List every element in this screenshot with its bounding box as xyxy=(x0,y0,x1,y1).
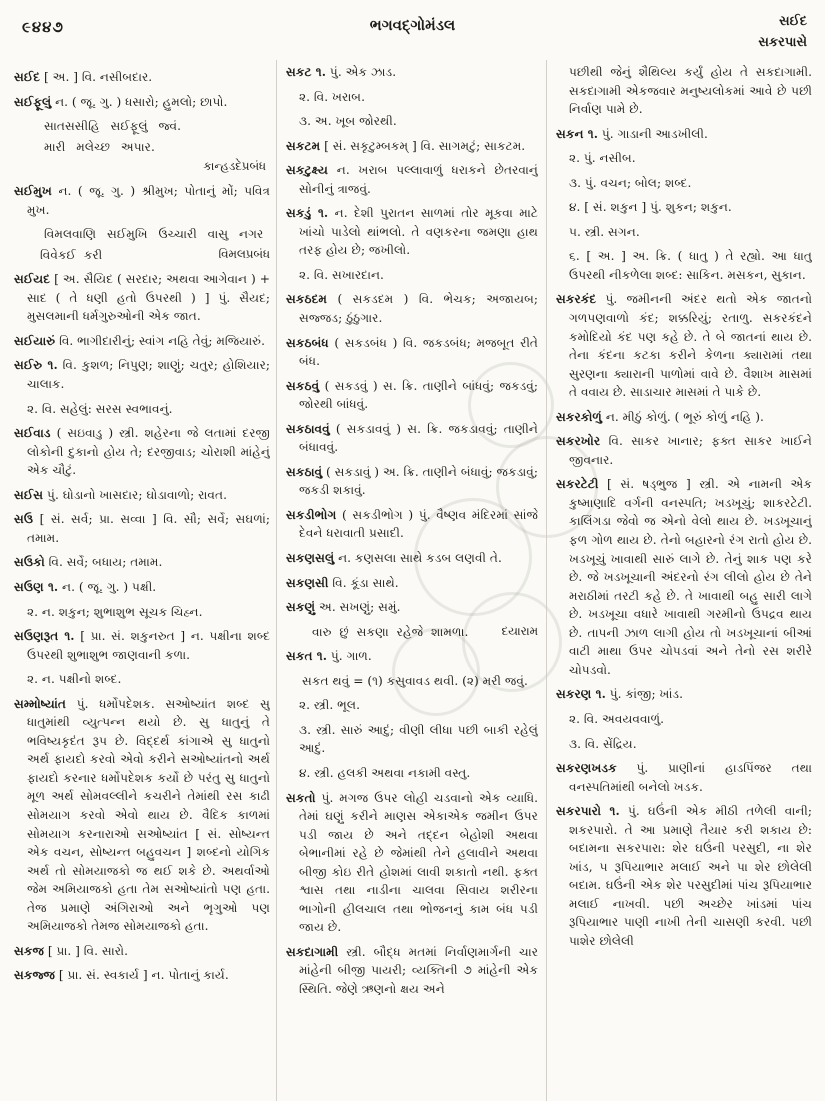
dictionary-column xyxy=(556,57,812,1099)
entry-headword: સકરકોળું xyxy=(556,409,602,424)
dictionary-entry xyxy=(286,161,538,198)
entry-continuation xyxy=(556,63,812,119)
sense-line xyxy=(286,696,538,715)
entry-text: વારુ છું સકણા રહેજે શામળા. xyxy=(312,624,469,639)
entry-headword: સકઠવું xyxy=(286,378,320,393)
entry-headword: સઈયારું xyxy=(14,333,56,348)
entry-headword: સકઠાવવું xyxy=(286,421,330,436)
entry-headword: સકણસી xyxy=(286,575,329,590)
entry-definition: વિ. ભાગીદારીનું; સ્વાંગ નહિ તેવું; મજિયારું. xyxy=(59,333,265,348)
quote-line xyxy=(14,138,270,157)
sense-line xyxy=(556,223,812,242)
entry-definition: અ. સખણું; સમું. xyxy=(318,600,401,615)
entry-headword: સકરખોર xyxy=(556,434,601,449)
entry-definition: વિ. કુશળ; નિપુણ; શાણું; ચતુર; હોશિયાર; ચાલાક. xyxy=(27,358,270,392)
entry-text: ૬. [ અ. ] અ. ક્રિ. ( ધાતુ ) તે રહ્યો. આ ધાતુ ઉપરથી નીકળેલા શબ્દ: સાકિન. મસકન, સુકાન. xyxy=(569,249,812,282)
dictionary-entry xyxy=(14,578,270,597)
entry-text: ૨. ન. પક્ષીનો શબ્દ. xyxy=(27,672,122,687)
dictionary-entry xyxy=(286,334,538,371)
entry-text: કાન્હડદેપ્રબંધ xyxy=(203,159,266,174)
entry-definition: ( સકડીભોગ ) પું. વૈષ્ણવ મંદિરમાં સાંજે દેવને ધરાવાતી પ્રસાદી. xyxy=(299,507,538,541)
guide-word-last: સકરપાસે xyxy=(758,34,807,50)
dictionary-entry xyxy=(14,424,270,480)
sense-line xyxy=(556,174,812,193)
dictionary-entry xyxy=(286,463,538,500)
dictionary-entry xyxy=(286,647,538,666)
entry-text: ૨. પું. નસીબ. xyxy=(569,151,636,166)
dictionary-entry xyxy=(286,204,538,260)
entry-headword: સકદાગામી xyxy=(286,944,339,959)
entry-text: ૨. વિ. સહેલું: સરસ સ્વભાવનું. xyxy=(27,401,173,416)
quote-line xyxy=(14,246,270,265)
entry-definition: ( સકડવું ) સ. ક્રિ. તાણીને બાંધવું; જકડવું; જોરથી બાંધવું. xyxy=(299,378,538,412)
dictionary-entry xyxy=(14,695,270,936)
dictionary-entry xyxy=(14,332,270,351)
entry-headword: સઈફૂલું xyxy=(14,94,52,109)
page-title: ભગવદ્ગોમંડલ xyxy=(369,16,456,34)
dictionary-entry xyxy=(14,182,270,219)
entry-headword: સકઠાવું xyxy=(286,464,323,479)
entry-definition: ન. દેશી પુરાતન સાળમાં તોર મૂકવા માટે ખાંચો પાડેલો થાંભલો. તે વણકરના જમણા હાથ તરફ હોય છે; જખીલો. xyxy=(299,206,538,258)
sense-line xyxy=(286,112,538,131)
entry-definition: [ પ્રા. સં. શકુનરુત ] ન. પક્ષીના શબ્દ ઉપરથી શુભાશુભ જાણવાની કળા. xyxy=(27,629,270,662)
entry-headword: સકન ૧. xyxy=(556,126,599,141)
dictionary-entry xyxy=(286,137,538,156)
entry-text: ૩. સ્ત્રી. સારું આદું; વીણી લીધા પછી બાકી રહેલું આદું. xyxy=(299,722,538,756)
entry-headword: સકડું ૧. xyxy=(286,206,329,221)
dictionary-entry xyxy=(556,475,812,679)
dictionary-entry xyxy=(556,685,812,704)
entry-definition: ન. મીઠું કોળું. ( ભૂરું કોળું નહિ ). xyxy=(605,409,764,424)
entry-headword: સઉણ ૧. xyxy=(14,579,59,594)
dictionary-entry xyxy=(286,598,538,617)
dictionary-entry xyxy=(556,759,812,796)
dictionary-entry xyxy=(14,966,270,985)
entry-headword: સકઠબંધ xyxy=(286,335,329,350)
entry-definition: પું. ઘોડાનો ખાસદાર; ઘોડાવાળો; રાવત. xyxy=(47,487,227,502)
dictionary-entry xyxy=(556,408,812,427)
entry-definition: ( સઇવાડુ ) સ્ત્રી. શહેરના જે લતામાં દરજી લોકોની દુકાનો હોય તે; દરજીવાડ; ચોરાશી માંહેનું એક ચૌટું. xyxy=(27,426,270,478)
entry-definition: ( સકડદમ ) વિ. ભેચક; અજાયબ; સજ્જડ; ઠુંઠુગાર. xyxy=(299,292,538,326)
dictionary-entry xyxy=(286,943,538,999)
entry-definition: વિ. સાકર ખાનાર; ફક્ત સાકર ખાઈને જીવનાર. xyxy=(569,434,812,467)
entry-headword: સકઠદમ xyxy=(286,292,327,307)
sense-line xyxy=(14,670,270,689)
entry-text: સકત થવું = (૧) કસુવાવડ થવી. (૨) મરી જવું. xyxy=(302,673,528,688)
entry-definition: પું. પ્રાણીનાં હાડપિંજર તથા વનસ્પતિમાંથી બનેલો ખડક. xyxy=(569,761,812,794)
quote-line xyxy=(286,623,538,642)
entry-definition: સ્ત્રી. બૌદ્ધ મતમાં નિર્વાણમાર્ગની ચાર માંહેની બીજી પાયરી; વ્યક્તિની ૭ માંહેની એક સ્થિતિ. જેણે ઋણનો ક્ષય અને xyxy=(299,944,538,996)
entry-definition: [ પ્રા. ] વિ. સારો. xyxy=(47,943,128,958)
entry-headword: સકજ્જ xyxy=(14,968,56,983)
dictionary-entry xyxy=(286,420,538,457)
entry-definition: પું. ઘઉંની એક મીઠી તળેલી વાની; શકરપારો. તે આ પ્રમાણે તૈયાર કરી શકાય છે: બદામના સકરપારા: શેર ઘઉંની પરસુદી, ના શેર ખાંડ, ૫ રૂપિયાભાર મલાઈ અને પા શેર છોલેલી બદામ. ઘઉંની એક શેર પરસુદીમાં પાંચ રૂપિયાભાર મલાઈ નાખવી. પછી અચ્છેર ખાંડમાં પાંચ રૂપિયાભાર પાણી નાખી તેની ચાસણી કરવી. પછી પાશેર છોલેલી xyxy=(569,804,812,948)
entry-headword: સકણું xyxy=(286,600,316,615)
entry-text: ૪. સ્ત્રી. હલકી અથવા નકામી વસ્તુ. xyxy=(299,765,471,780)
sense-line xyxy=(286,721,538,758)
sense-line xyxy=(14,603,270,622)
quote-line xyxy=(14,117,270,136)
entry-definition: વિ. સર્વે; બધાય; તમામ. xyxy=(48,555,163,570)
entry-text: વિમલવાણિ સઈમુખિ ઉચ્ચારી વાસુ નગર xyxy=(44,227,264,242)
entry-text: પછીથી જેનું શૈથિલ્ય કર્યું હોય તે સકદાગામી. સકદાગામી એકજવાર મનુષ્યલોકમાં આવે છે પછી નિર્વાણ પામે છે. xyxy=(569,65,812,117)
dictionary-entry xyxy=(14,942,270,961)
entry-definition: ( સકડાવું ) અ. ક્રિ. તાણીને બંધાવું; જકડાવું; જકડી શકાવું. xyxy=(299,464,538,498)
entry-headword: સકરણખડક xyxy=(556,761,617,776)
entry-headword: સકત ૧. xyxy=(286,649,328,664)
entry-definition: ન. કણસલા સાથે કડબ લણવી તે. xyxy=(338,551,502,566)
entry-text: ૨. વિ. અવયવવાળું. xyxy=(569,711,664,726)
entry-text: ૩. વિ. સેંદ્રિય. xyxy=(569,736,637,751)
dictionary-entry xyxy=(14,356,270,393)
dictionary-entry xyxy=(14,68,270,87)
dictionary-entry xyxy=(556,802,812,950)
entry-text: ૪. [ સં. શકુન ] પું. શુકન; શકુન. xyxy=(569,200,732,215)
entry-definition: ન. ( જૂ. ગુ. ) ધસારો; હુમલો; છાપો. xyxy=(55,94,228,109)
source-attribution: વિમલપ્રબંધ xyxy=(218,246,270,261)
dictionary-entry xyxy=(286,377,538,414)
entry-definition: ન. ( જૂ. ગુ. ) શ્રીમુખ; પોતાનું મોં; પવિત્ર મુખ. xyxy=(27,184,270,217)
entry-definition: [ સં. સર્વ; પ્રા. સવ્વા ] વિ. સૌ; સર્વે; સઘળાં; તમામ. xyxy=(27,512,270,545)
dictionary-entry xyxy=(14,486,270,505)
dictionary-entry xyxy=(286,63,538,82)
guide-word-first: સઈદ xyxy=(779,14,807,29)
entry-definition: વિ. કૂંડા સાથે. xyxy=(332,575,399,590)
entry-definition: પું. એક ઝાડ. xyxy=(329,65,397,79)
sense-line xyxy=(556,198,812,217)
entry-text: ૩. પું. વચન; બોલ; શબ્દ. xyxy=(569,175,692,190)
entry-definition: ન. ખરાબ પલ્લાવાળું ધરાકને છેતરવાનું સોનીનું ત્રાજવું. xyxy=(299,163,538,196)
entry-text: મારી મલેચ્છ અપાર. xyxy=(44,139,155,154)
sense-line xyxy=(286,764,538,783)
entry-definition: [ સં. સકૃટુમ્બકમ્ ] વિ. સાગમટું; સાકટમ. xyxy=(324,138,526,153)
entry-text: ૨. વિ. ખરાબ. xyxy=(299,89,365,104)
dictionary-entry xyxy=(14,510,270,547)
dictionary-entry xyxy=(286,506,538,543)
sense-line xyxy=(286,266,538,285)
entry-headword: સકટમ xyxy=(286,138,321,153)
entry-definition: [ સં. ષડ્ભુજ ] સ્ત્રી. એ નામની એક કુષ્માણાદિ વર્ગની વનસ્પતિ; ખડખૂચું; શાકરટેટી. કાલિંગડા જેવો જ એનો વેલો થાય છે. ખડખૂચાનું ફળ ગોળ થાય છે. તેનો બહારનો રંગ રાતો હોય છે. ખડખૂચું ખાવાથી સારું લાગે છે. તેનું શાક પણ કરે છે. જે ખડખૂચાની અંદરનો રંગ લીલો હોય છે તેને મરાઠીમાં તરટી કહે છે. તે ખાવાથી બહુ સારી લાગે છે. ખડખૂચા વધારે ખાવાથી ગરમીનો ઉપદ્રવ થાય છે. તાપની ઝાળ લાગી હોય તો ખડખૂચાનાં બીઆં વાટી માથા ઉપર ચોપડવાં અને તેનો રસ શરીરે ચોપડવો. xyxy=(569,477,812,677)
entry-text: ૩. અ. ખૂબ જોરથી. xyxy=(299,114,397,129)
page-number: ૯૪૪૭ xyxy=(22,18,64,36)
dictionary-column xyxy=(14,62,270,1097)
sense-line xyxy=(14,400,270,419)
entry-headword: સકડીભોગ xyxy=(286,507,337,522)
sense-line xyxy=(556,247,812,284)
dictionary-entry xyxy=(556,432,812,469)
entry-headword: સકટુક્ષ્ય xyxy=(286,163,329,178)
entry-headword: સઉ xyxy=(14,512,34,527)
entry-headword: સકરકંદ xyxy=(556,292,597,307)
entry-headword: સમ્મોષ્યાંત xyxy=(14,696,66,711)
source-attribution xyxy=(14,158,270,176)
entry-headword: સઈવાડ xyxy=(14,426,51,441)
entry-headword: સઈરુ ૧. xyxy=(14,358,58,373)
entry-headword: સકણસલું xyxy=(286,551,335,566)
entry-definition: પું. ગાડાની આડખીલી. xyxy=(601,126,708,141)
entry-definition: ( સકડાવવું ) સ. ક્રિ. જકડાવવું; તાણીને બંધાવવું. xyxy=(299,421,538,455)
entry-text: સાતસસીહિ સઈફૂલું જ્વં. xyxy=(44,119,182,134)
entry-headword: સઉણરૂત ૧. xyxy=(14,629,75,644)
entry-headword: સકતો xyxy=(286,790,316,805)
dictionary-entry xyxy=(286,789,538,937)
entry-text: વિવેકઈ કરી xyxy=(40,247,103,262)
entry-headword: સઈદ xyxy=(14,70,41,84)
entry-definition: ન. ( જૂ. ગુ. ) પક્ષી. xyxy=(62,579,157,594)
entry-text: ૨. ન. શકુન; શુભાશુભ સૂચક ચિહ્ન. xyxy=(27,604,203,619)
entry-text: ૫. સ્ત્રી. સગન. xyxy=(569,224,640,239)
entry-definition: [ પ્રા. સં. સ્વકાર્ય ] ન. પોતાનું કાર્ય. xyxy=(58,968,229,983)
sense-line xyxy=(556,735,812,754)
entry-headword: સઈમુખ xyxy=(14,184,52,199)
entry-definition: પું. કાંજી; ખાંડ. xyxy=(609,687,684,702)
dictionary-entry xyxy=(556,125,812,144)
entry-definition: [ અ. સૈયિદ ( સરદાર; અથવા આગેવાન ) + સાદ ( તે ધણી હતો ઉપરથી ) ] પું. સૈયદ; મુસલમાની ધર્મગુરુઓની એક જાત. xyxy=(27,272,270,324)
dictionary-entry xyxy=(286,574,538,593)
entry-definition: પું. મગજ ઉપર લોહી ચડવાનો એક વ્યાધિ. તેમાં ઘણું કરીને માણસ એકાએક જમીન ઉપર પડી જાય છે અને તદ્દન બેહોશી અથવા બેભાનીમાં રહે છે જેમાંથી તેને હલાવીને અથવા બીજી કોઇ રીતે હોશમાં લાવી શકાતો નથી. ફક્ત શ્વાસ તથા નાડીના ચાલવા સિવાય શરીરના ભાગોની હીલચાલ તથા ભોજનનું કામ બંધ પડી જાય છે. xyxy=(299,790,538,935)
sense-line xyxy=(556,710,812,729)
quote-line xyxy=(14,225,270,244)
entry-headword: સકરટેટી xyxy=(556,477,599,492)
entry-headword: સઈયદ xyxy=(14,272,51,287)
dictionary-entry xyxy=(14,270,270,326)
entry-definition: પું. ધર્મોપદેશક. સઓષ્યાંત શબ્દ સુ ધાતુમાંથી વ્યુત્પન્ન થયો છે. સુ ધાતુનું તે ભવિષ્યકૃદંત રૂપ છે. વિદ્દર્થ કાંગાએ સુ ધાતુનો અર્થ ફાયદો કરવો એવો કરીને સઓષ્યાંતનો અર્થ ફાયદો કરનાર ધર્મોપદેશક કર્યો છે પરંતુ સુ ધાતુનો મૂળ અર્થ સોમવલ્લીને કચરીને તેમાંથી રસ કાઢી સોમયાગ કરવો એવો થાય છે. વૈદિક કાળમાં સોમયાગ કરનારાઓ સઓષ્યાંત [ સં. સોષ્યન્ત એક વચન, સોષ્યન્ત બહુવચન ] શબ્દનો યોગિક અર્થ તો સોમયાજકો જ થઈ શકે છે. અથર્વાઓ જેમ અમિયાજકો હતા તેમ સઓષ્યાંતો પણ હતા. તેજ પ્રમાણે અંગિરાઓ અને ભૃગુઓ પણ અમિયાજકો તેમજ સોમયાજકો હતા. xyxy=(27,696,270,934)
entry-definition: [ અ. ] વિ. નસીબદાર. xyxy=(43,70,153,84)
dictionary-entry xyxy=(286,549,538,568)
idiom-line xyxy=(286,672,538,691)
dictionary-entry xyxy=(556,290,812,401)
sense-line xyxy=(286,88,538,107)
entry-definition: પું. જમીનની અંદર થતો એક જાતનો ગળપણવાળો કંદ; શક્કરિયું; રતાળુ. સકરકંદને કમોદિયો કંદ પણ કહે છે. તે બે જાતનાં થાય છે. તેના કંદના કટકા કરીને કેળના ક્યારામાં તથા સુરણના ક્યારાની પાળોમાં વાવે છે. વૈશાખ માસમાં તે વવાય છે. સાડાચાર માસમાં તે પાકે છે. xyxy=(569,292,812,400)
entry-headword: સઈસ xyxy=(14,487,44,502)
dictionary-entry xyxy=(286,290,538,327)
entry-headword: સકજ xyxy=(14,943,45,958)
dictionary-entry xyxy=(14,627,270,664)
entry-headword: સકરપારો ૧. xyxy=(556,804,620,819)
entry-definition: પું. ગાળ. xyxy=(330,649,372,664)
entry-headword: સઉકો xyxy=(14,555,45,570)
entry-definition: ( સકડબંધ ) વિ. જકડબંધ; મજબૂત રીતે બંધ. xyxy=(299,335,538,369)
entry-headword: સકટ ૧. xyxy=(286,65,327,79)
entry-headword: સકરણ ૧. xyxy=(556,687,606,702)
dictionary-entry xyxy=(14,93,270,112)
entry-text: ૨. સ્ત્રી. ભૂલ. xyxy=(299,698,360,713)
sense-line xyxy=(556,149,812,168)
dictionary-entry xyxy=(14,553,270,572)
entry-text: ૨. વિ. સખારદાન. xyxy=(299,267,384,282)
source-attribution: દયારામ xyxy=(501,623,538,638)
dictionary-column xyxy=(286,57,538,1099)
